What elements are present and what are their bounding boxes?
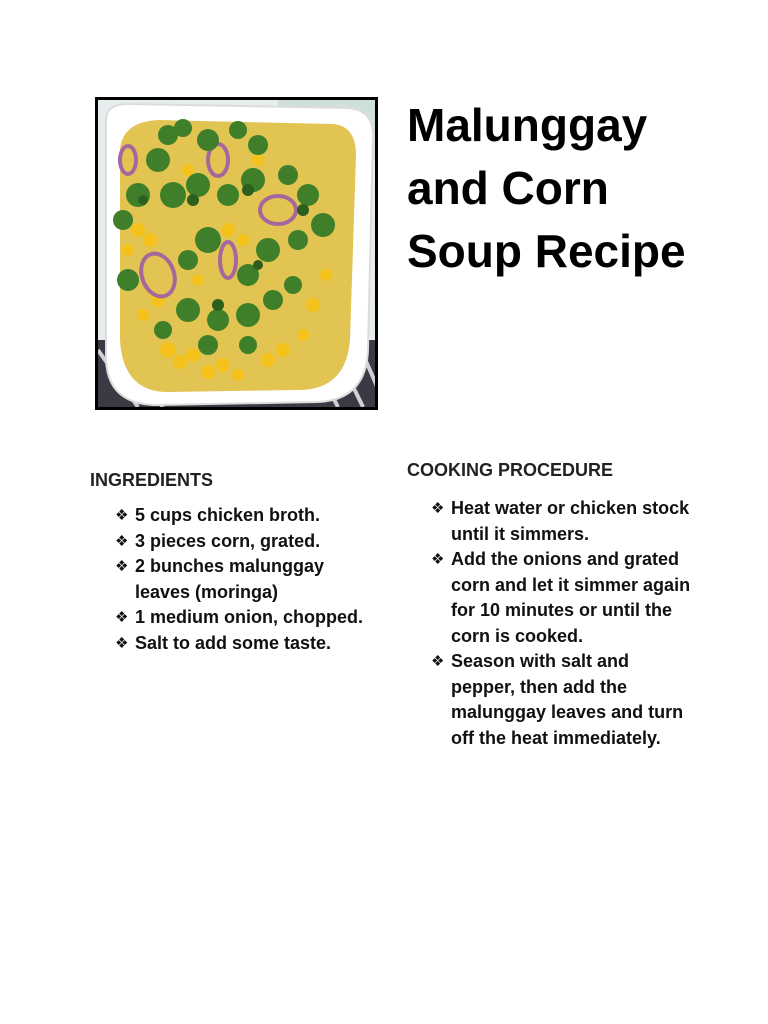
step-text: Add the onions and grated corn and let it simmer again for 10 minutes or until the corn is cooked. [451, 549, 691, 646]
ingredient-text: 2 bunches malunggay leaves (moringa) [135, 556, 325, 602]
ingredient-text: 3 pieces corn, grated. [135, 530, 321, 551]
procedure-heading: COOKING PROCEDURE [407, 460, 614, 480]
step-text: Heat water or chicken stock until it simmers. [451, 498, 690, 544]
list-item [431, 649, 691, 751]
ingredient-text: 5 cups chicken broth. [135, 505, 321, 525]
diamond-bullet-icon: ❖ [115, 609, 129, 626]
ingredient-text: Salt to add some taste. [135, 632, 332, 653]
soup-bowl-illustration [98, 100, 375, 407]
list-item [431, 547, 691, 649]
diamond-bullet-icon: ❖ [431, 500, 445, 517]
ingredients-heading: INGREDIENTS [90, 470, 214, 490]
list-item [115, 529, 365, 555]
list-item [115, 605, 365, 631]
list-item [115, 631, 365, 657]
ingredient-text: 1 medium onion, chopped. [135, 607, 364, 627]
list-item [115, 554, 365, 605]
soup-photo [95, 97, 378, 410]
diamond-bullet-icon: ❖ [431, 653, 445, 670]
list-item [115, 503, 365, 529]
diamond-bullet-icon: ❖ [115, 532, 129, 550]
diamond-bullet-icon: ❖ [115, 634, 129, 652]
diamond-bullet-icon: ❖ [115, 558, 129, 575]
procedure-list [431, 496, 691, 751]
diamond-bullet-icon: ❖ [115, 507, 129, 524]
list-item [431, 496, 691, 547]
step-text: Season with salt and pepper, then add the malunggay leaves and turn off the heat immediately. [451, 651, 684, 748]
ingredients-list [115, 503, 365, 656]
page-title: Malunggay and Corn Soup Recipe [407, 99, 686, 277]
diamond-bullet-icon: ❖ [431, 551, 445, 568]
